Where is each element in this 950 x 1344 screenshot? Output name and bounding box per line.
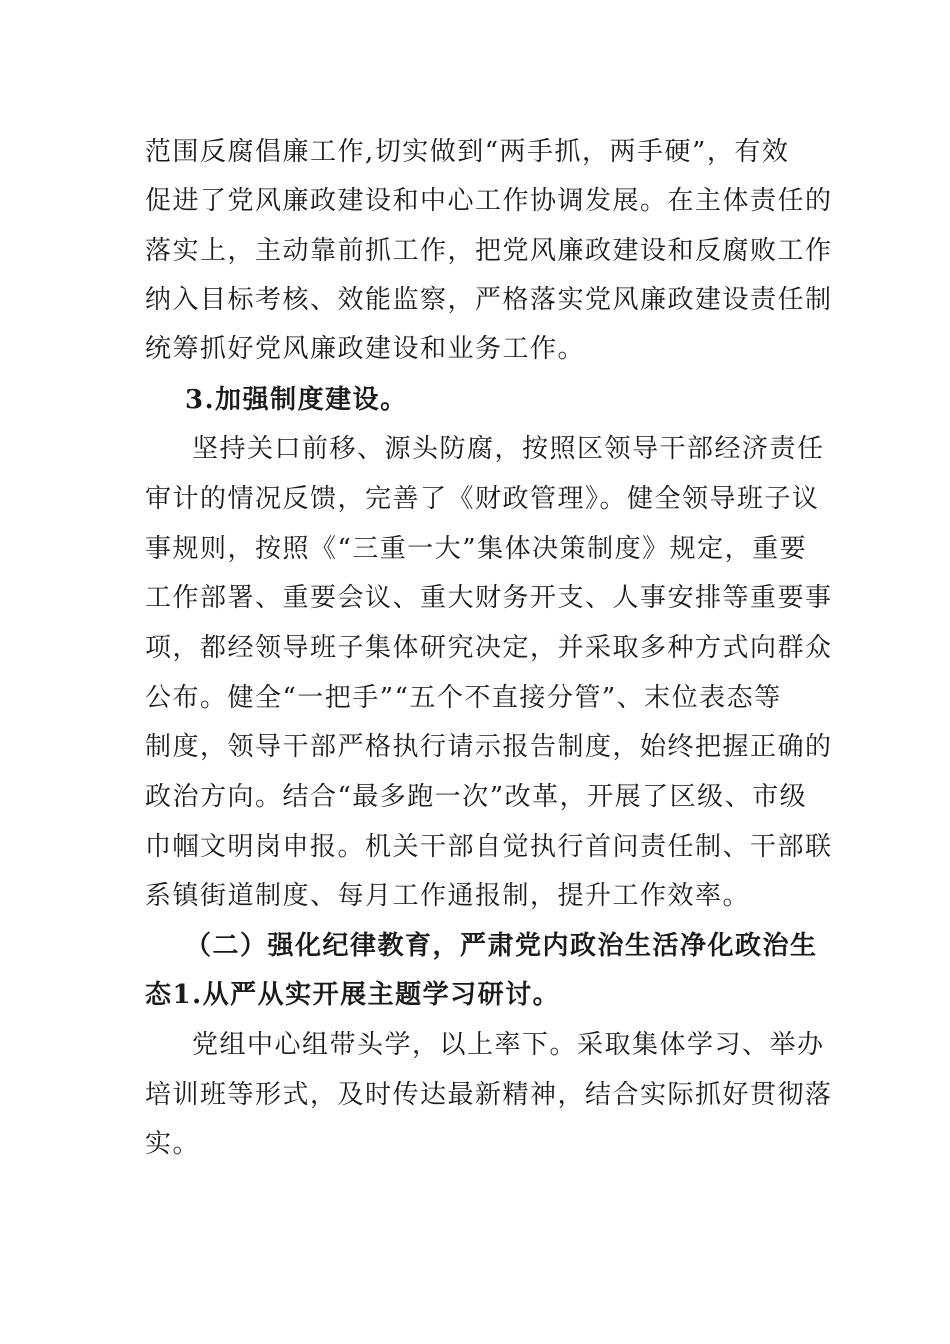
section-heading: 3.加强制度建设。 [185, 385, 408, 415]
body-text-line: 事规则，按照《“三重一大”集体决策制度》规定，重要 [145, 534, 808, 564]
body-text-line: 范围反腐倡廉工作,切实做到“两手抓，两手硬”，有效 [145, 137, 790, 167]
body-text-line: 落实上，主动靠前抓工作，把党风廉政建设和反腐败工作 [145, 236, 833, 266]
body-text-line: 统筹抓好党风廉政建设和业务工作。 [145, 334, 586, 364]
body-text-line: 巾帼文明岗申报。机关干部自觉执行首问责任制、干部联 [145, 832, 833, 862]
paragraph-first-line: 党组中心组带头学，以上率下。采取集体学习、举办 [192, 1030, 825, 1060]
body-text-line: 系镇街道制度、每月工作通报制，提升工作效率。 [145, 881, 751, 911]
section-heading-continued: 态1.从严从实开展主题学习研讨。 [145, 980, 561, 1010]
paragraph-first-line: 坚持关口前移、源头防腐，按照区领导干部经济责任 [192, 434, 825, 464]
body-text-line: 公布。健全“一把手”“五个不直接分管”、末位表态等 [145, 683, 782, 713]
body-text-line: 培训班等形式，及时传达最新精神，结合实际抓好贯彻落 [145, 1080, 833, 1110]
body-text-line: 项，都经领导班子集体研究决定，并采取多种方式向群众 [145, 633, 833, 663]
body-text-line: 工作部署、重要会议、重大财务开支、人事安排等重要事 [145, 583, 833, 613]
body-text-line: 政治方向。结合“最多跑一次”改革，开展了区级、市级 [145, 782, 808, 812]
section-heading: （二）强化纪律教育，严肃党内政治生活净化政治生 [185, 931, 818, 961]
body-text-line: 审计的情况反馈，完善了《财政管理》。健全领导班子议 [145, 484, 820, 514]
body-text-line: 制度，领导干部严格执行请示报告制度，始终把握正确的 [145, 732, 833, 762]
body-text-line: 纳入目标考核、效能监察，严格落实党风廉政建设责任制 [145, 285, 833, 315]
body-text-line: 实。 [145, 1129, 201, 1159]
body-text-line: 促进了党风廉政建设和中心工作协调发展。在主体责任的 [145, 186, 833, 216]
